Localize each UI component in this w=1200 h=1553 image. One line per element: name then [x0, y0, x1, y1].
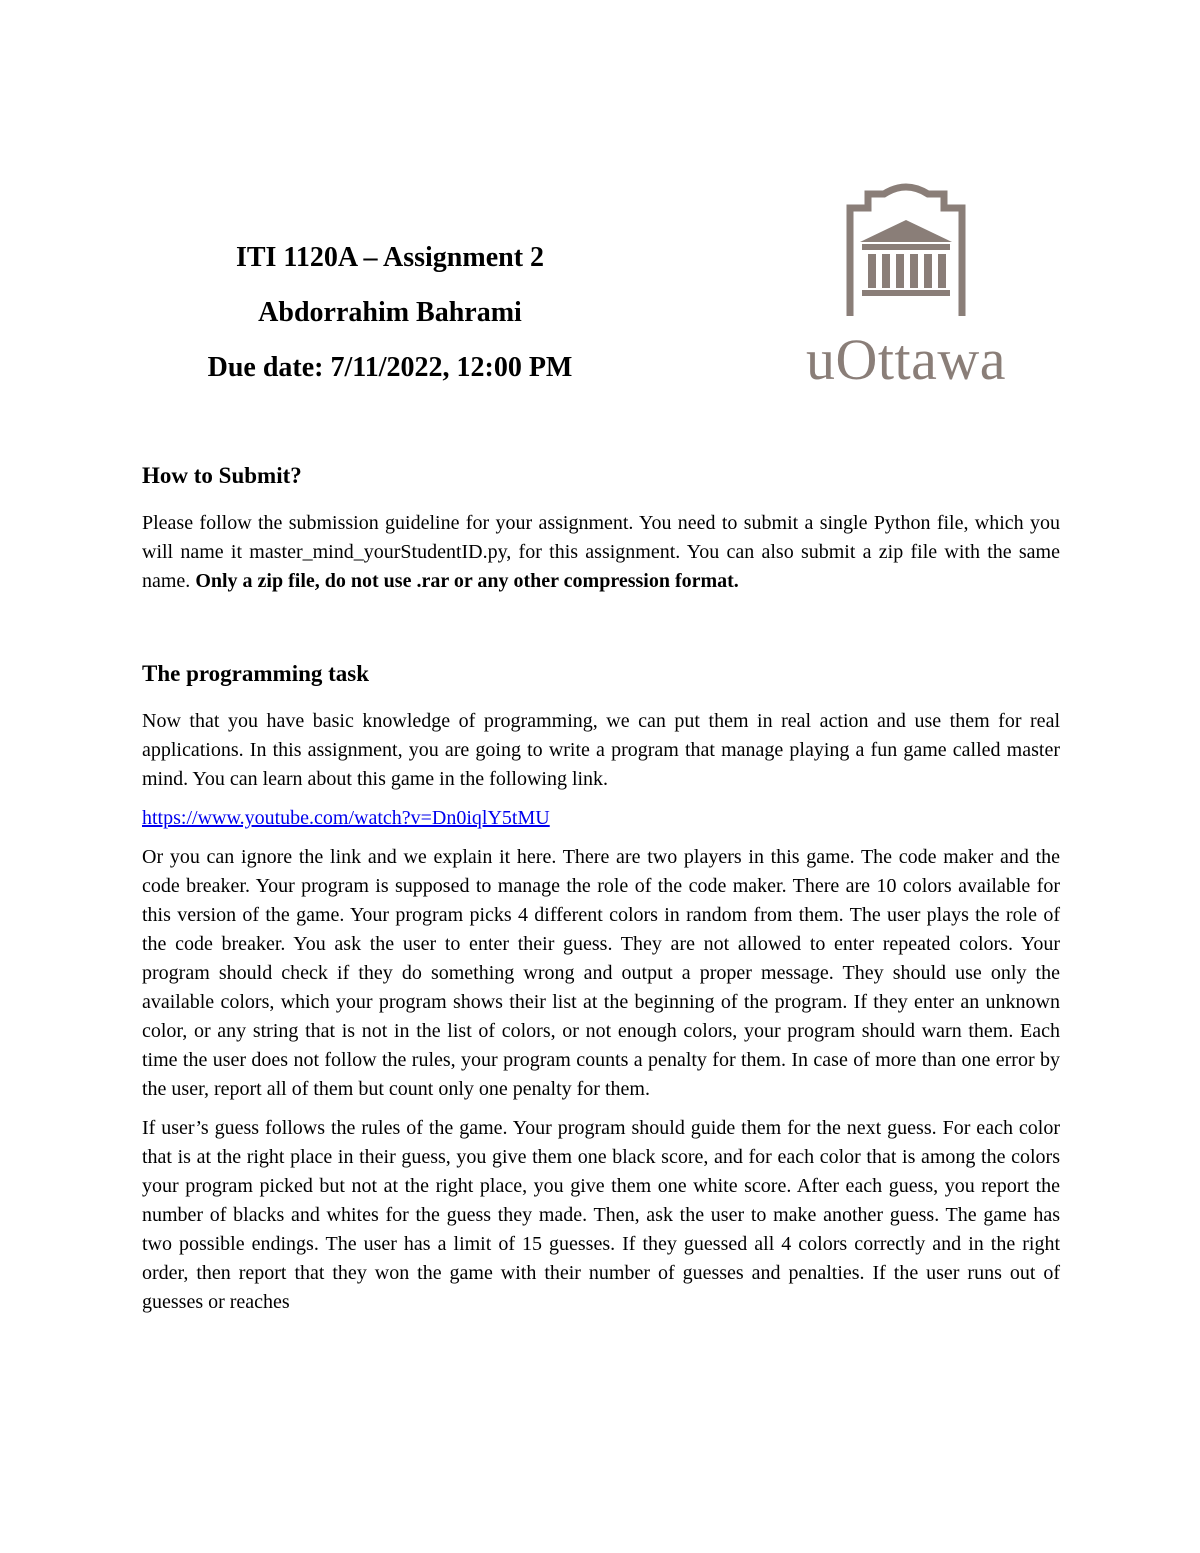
title-block — [140, 238, 640, 403]
document-body — [142, 458, 1060, 1317]
video-link-line — [142, 804, 1060, 833]
section-heading-task: The programming task — [142, 661, 370, 686]
uottawa-logo — [776, 180, 1036, 400]
submit-bold-note: Only a zip file, do not use .rar or any other compression format. — [195, 570, 739, 592]
task-paragraph-2: If user’s guess follows the rules of the game. Your program should guide them for the next guess. For each color that is at the right place in their guess, you give them one black score, and for each color that is among the colors your program picked but not at the right place, you give them one white score. After each guess, you report the number of blacks and whites for the guess they made. Then, ask the user to make another guess. The game has two possible endings. The user has a limit of 15 guesses. If they guessed all 4 colors correctly and in the right order, then report that they won the game with their number of guesses and penalties. If the user runs out of guesses or reaches — [142, 1117, 1060, 1313]
task-paragraph-1: Or you can ignore the link and we explain it here. There are two players in this game. The code maker and the code breaker. Your program is supposed to manage the role of the code maker. There are 10 colors available for this version of the game. Your program picks 4 different colors in random from them. The user plays the role of the code breaker. You ask the user to enter their guess. They are not allowed to enter repeated colors. Your program should check if they do something wrong and output a proper message. They should use only the available colors, which your program shows their list at the beginning of the program. If they enter an unknown color, or any string that is not in the list of colors, or not enough colors, your program should warn them. Each time the user does not follow the rules, your program counts a penalty for them. In case of more than one error by the user, report all of them but count only one penalty for them. — [142, 846, 1060, 1100]
author-name: Abdorrahim Bahrami — [258, 297, 522, 328]
due-date: Due date: 7/11/2022, 12:00 PM — [207, 352, 573, 383]
uottawa-wordmark: uOttawa — [806, 327, 1006, 392]
submit-text: Please follow the submission guideline for your assignment. You need to submit a single Python file, which you will name it master_mind_yourStudentID.py, for this assignment. You can also submit a zip file with the same name. — [142, 512, 1060, 592]
university-building-icon — [776, 180, 1036, 320]
course-title: ITI 1120A – Assignment 2 — [235, 242, 545, 273]
youtube-link[interactable]: https://www.youtube.com/watch?v=Dn0iqlY5tMU — [142, 807, 550, 829]
task-intro: Now that you have basic knowledge of programming, we can put them in real action and use them for real applications. In this assignment, you are going to write a program that manage playing a fun game called master mind. You can learn about this game in the following link. — [142, 710, 1060, 790]
section-heading-submit: How to Submit? — [142, 463, 302, 488]
submit-instructions — [142, 509, 1060, 596]
